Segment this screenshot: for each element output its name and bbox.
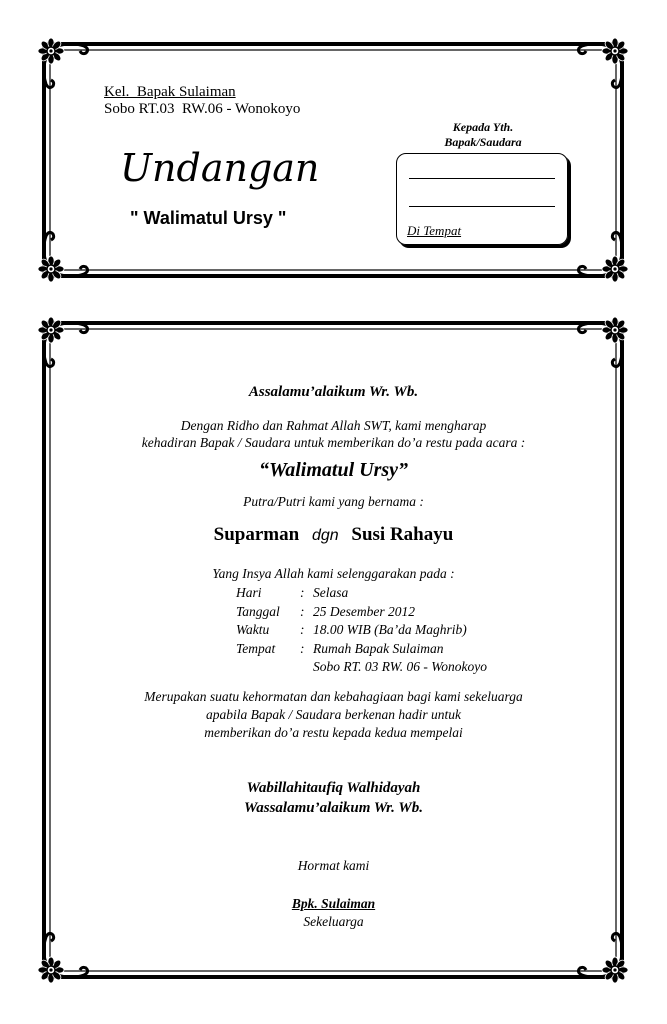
greeting: Assalamu’alaikum Wr. Wb.: [248, 384, 419, 400]
corner-ornament-icon: [570, 925, 630, 985]
closing-line-2: apabila Bapak / Saudara berkenan hadir untuk: [206, 707, 461, 722]
detail-row: [236, 584, 487, 603]
event-details: [236, 584, 487, 677]
wassalamu: Wassalamu’alaikum Wr. Wb.: [244, 800, 423, 816]
detail-label: Tanggal: [236, 603, 280, 619]
couple-names: [0, 524, 667, 546]
regards: Hormat kami: [297, 858, 370, 873]
address-line-2: [409, 206, 555, 207]
detail-value: Rumah Bapak Sulaiman: [313, 640, 444, 656]
bride-name: Susi Rahayu: [351, 524, 454, 545]
intro-line-2: kehadiran Bapak / Saudara untuk memberikan do’a restu pada acara :: [141, 435, 526, 450]
envelope-subtitle: " Walimatul Ursy ": [130, 208, 287, 228]
detail-value: 25 Desember 2012: [313, 603, 415, 619]
intro-line-1: Dengan Ridho dan Rahmat Allah SWT, kami mengharap: [180, 418, 487, 433]
detail-label: Tempat: [236, 640, 276, 656]
detail-sep: :: [300, 603, 305, 619]
corner-ornament-icon: [36, 925, 96, 985]
detail-label: Waktu: [236, 622, 270, 637]
corner-ornament-icon: [36, 315, 96, 375]
detail-sep: :: [300, 640, 305, 656]
corner-ornament-icon: [36, 224, 96, 284]
detail-sep: :: [300, 622, 305, 637]
detail-row: [236, 621, 487, 640]
closing-line-1: Merupakan suatu kehormatan dan kebahagiaan bagi kami sekeluarga: [144, 689, 523, 704]
corner-ornament-icon: [570, 36, 630, 96]
conjunction: dgn: [311, 527, 339, 544]
event-name: “Walimatul Ursy”: [258, 459, 409, 481]
addressee-heading-line2: Bapak/Saudara: [444, 135, 522, 149]
children-intro: Putra/Putri kami yang bernama :: [243, 494, 424, 509]
detail-row: [236, 640, 487, 659]
detail-row: [236, 603, 487, 622]
detail-label: Hari: [236, 585, 262, 600]
signatory: Bpk. Sulaiman: [291, 896, 376, 911]
corner-ornament-icon: [36, 36, 96, 96]
closing-line-3: memberikan do’a restu kepada kedua mempelai: [204, 725, 463, 740]
corner-ornament-icon: [570, 315, 630, 375]
schedule-intro: Yang Insya Allah kami selenggarakan pada :: [212, 566, 455, 581]
sender-name: Kel. Bapak Sulaiman: [104, 84, 236, 100]
detail-sep: :: [300, 585, 305, 600]
detail-value: 18.00 WIB (Ba’da Maghrib): [313, 622, 467, 637]
detail-value: Selasa: [313, 585, 349, 600]
wabillahi: Wabillahitaufiq Walhidayah: [246, 780, 421, 796]
envelope-title: Undangan: [120, 146, 320, 190]
detail-row: [236, 658, 487, 677]
sender-address: Sobo RT.03 RW.06 - Wonokoyo: [104, 101, 301, 117]
family: Sekeluarga: [303, 914, 364, 929]
addressee-box: [396, 153, 568, 245]
groom-name: Suparman: [213, 524, 300, 545]
di-tempat: Di Tempat: [407, 223, 462, 238]
place-line-2: Sobo RT. 03 RW. 06 - Wonokoyo: [313, 659, 487, 674]
address-line-1: [409, 178, 555, 179]
corner-ornament-icon: [570, 224, 630, 284]
addressee-heading-line1: Kepada Yth.: [452, 120, 514, 134]
